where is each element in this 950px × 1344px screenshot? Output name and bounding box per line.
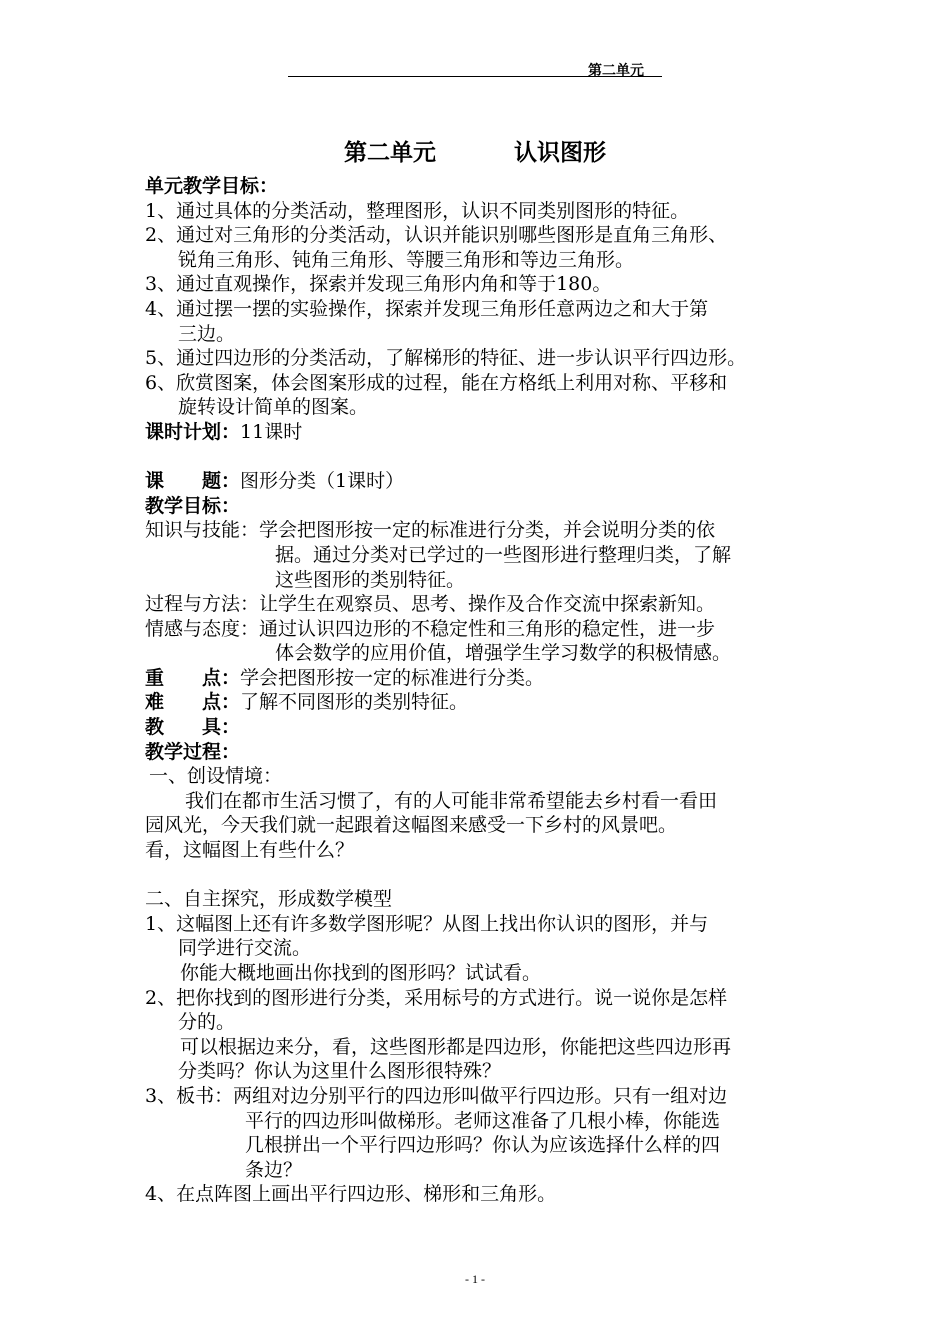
emotion-row: [145, 617, 825, 642]
goals-heading: 单元教学目标：: [145, 175, 279, 197]
emotion-label: 情感与态度：: [145, 617, 260, 640]
goal-line: 旋转设计简单的图案。: [178, 396, 369, 419]
process-row: [145, 592, 825, 617]
process-label: 过程与方法：: [145, 593, 260, 616]
goal-line: 5、通过四边形的分类活动，了解梯形的特征、进一步认识平行四边形。: [145, 347, 747, 370]
key-value: 学会把图形按一定的标准进行分类。: [240, 666, 545, 689]
blank-line: [145, 863, 825, 888]
goal-line: 锐角三角形、钝角三角形、等腰三角形和等边三角形。: [178, 248, 635, 271]
item3-label: 3、板书：: [145, 1084, 234, 1107]
item2-line: 可以根据边来分，看，这些图形都是四边形，你能把这些四边形再: [180, 1035, 732, 1058]
item1-line: 1、这幅图上还有许多数学图形呢？从图上找出你认识的图形，并与: [145, 912, 709, 935]
item1-line: 同学进行交流。: [178, 937, 312, 960]
tools-label: 教 具：: [145, 716, 241, 739]
emotion-text: 通过认识四边形的不稳定性和三角形的稳定性，进一步: [259, 617, 716, 640]
plan-value: 11课时: [240, 420, 303, 443]
item1-line: 你能大概地画出你找到的图形吗？试试看。: [180, 962, 542, 984]
goal-line: 3、通过直观操作，探索并发现三角形内角和等于180。: [145, 273, 612, 296]
lesson-plan: [145, 420, 825, 445]
goal-line: 6、欣赏图案，体会图案形成的过程，能在方格纸上利用对称、平移和: [145, 371, 728, 394]
item3-line: 平行的四边形叫做梯形。老师这准备了几根小棒，你能选: [245, 1109, 721, 1132]
difficulty-label: 难 点：: [145, 691, 241, 714]
topic-label: 课 题：: [145, 470, 241, 493]
item3-text: 两组对边分别平行的四边形叫做平行四边形。只有一组对边: [233, 1084, 728, 1107]
section1-line: 看，这幅图上有些什么？: [145, 839, 355, 862]
knowledge-line: 这些图形的类别特征。: [275, 568, 466, 591]
item2-line: 分类吗？你认为这里什么图形很特殊？: [178, 1060, 502, 1083]
objectives-heading: 教学目标：: [145, 494, 241, 517]
goal-line: 2、通过对三角形的分类活动，认识并能识别哪些图形是直角三角形、: [145, 224, 728, 247]
difficulty-point: [145, 690, 825, 715]
page-number: - 1 -: [465, 1272, 485, 1286]
key-point: [145, 666, 825, 691]
section1-line: 园风光，今天我们就一起跟着这幅图来感受一下乡村的风景吧。: [145, 814, 678, 837]
knowledge-line: 据。通过分类对已学过的一些图形进行整理归类，了解: [275, 543, 732, 566]
knowledge-label: 知识与技能：: [145, 519, 260, 542]
process-heading: 教学过程：: [145, 740, 241, 763]
item3-line: 条边？: [245, 1158, 303, 1181]
title-topic: 认识图形: [514, 140, 606, 166]
title-unit: 第二单元: [344, 140, 436, 166]
item3-line: 几根拼出一个平行四边形吗？你认为应该选择什么样的四: [245, 1134, 721, 1157]
page-title: [0, 134, 950, 167]
goal-line: 1、通过具体的分类活动，整理图形，认识不同类别图形的特征。: [145, 199, 690, 222]
process-text: 让学生在观察员、思考、操作及合作交流中探索新知。: [259, 593, 716, 616]
emotion-line: 体会数学的应用价值，增强学生学习数学的积极情感。: [275, 642, 732, 665]
item3-row: [145, 1084, 825, 1109]
blank-line: [145, 445, 825, 470]
goal-line: 三边。: [178, 322, 236, 345]
section2-heading: 二、自主探究，形成数学模型: [145, 888, 393, 911]
knowledge-text: 学会把图形按一定的标准进行分类，并会说明分类的依: [259, 519, 716, 542]
header-rule: [288, 76, 662, 77]
knowledge-row: [145, 518, 825, 543]
key-label: 重 点：: [145, 666, 241, 689]
running-header: 第二单元: [588, 63, 644, 79]
goal-line: 4、通过摆一摆的实验操作，探索并发现三角形任意两边之和大于第: [145, 297, 709, 320]
plan-label: 课时计划：: [145, 420, 241, 443]
item2-line: 分的。: [178, 1011, 236, 1034]
lesson-topic: [145, 469, 825, 494]
section1-line: 我们在都市生活习惯了，有的人可能非常希望能去乡村看一看田: [185, 789, 718, 812]
item2-line: 2、把你找到的图形进行分类，采用标号的方式进行。说一说你是怎样: [145, 986, 728, 1009]
topic-value: 图形分类（1课时）: [240, 470, 405, 493]
difficulty-value: 了解不同图形的类别特征。: [240, 691, 469, 714]
section1-heading: 一、创设情境：: [149, 765, 283, 788]
document-body: [145, 174, 825, 1207]
item4-line: 4、在点阵图上画出平行四边形、梯形和三角形。: [145, 1183, 557, 1206]
